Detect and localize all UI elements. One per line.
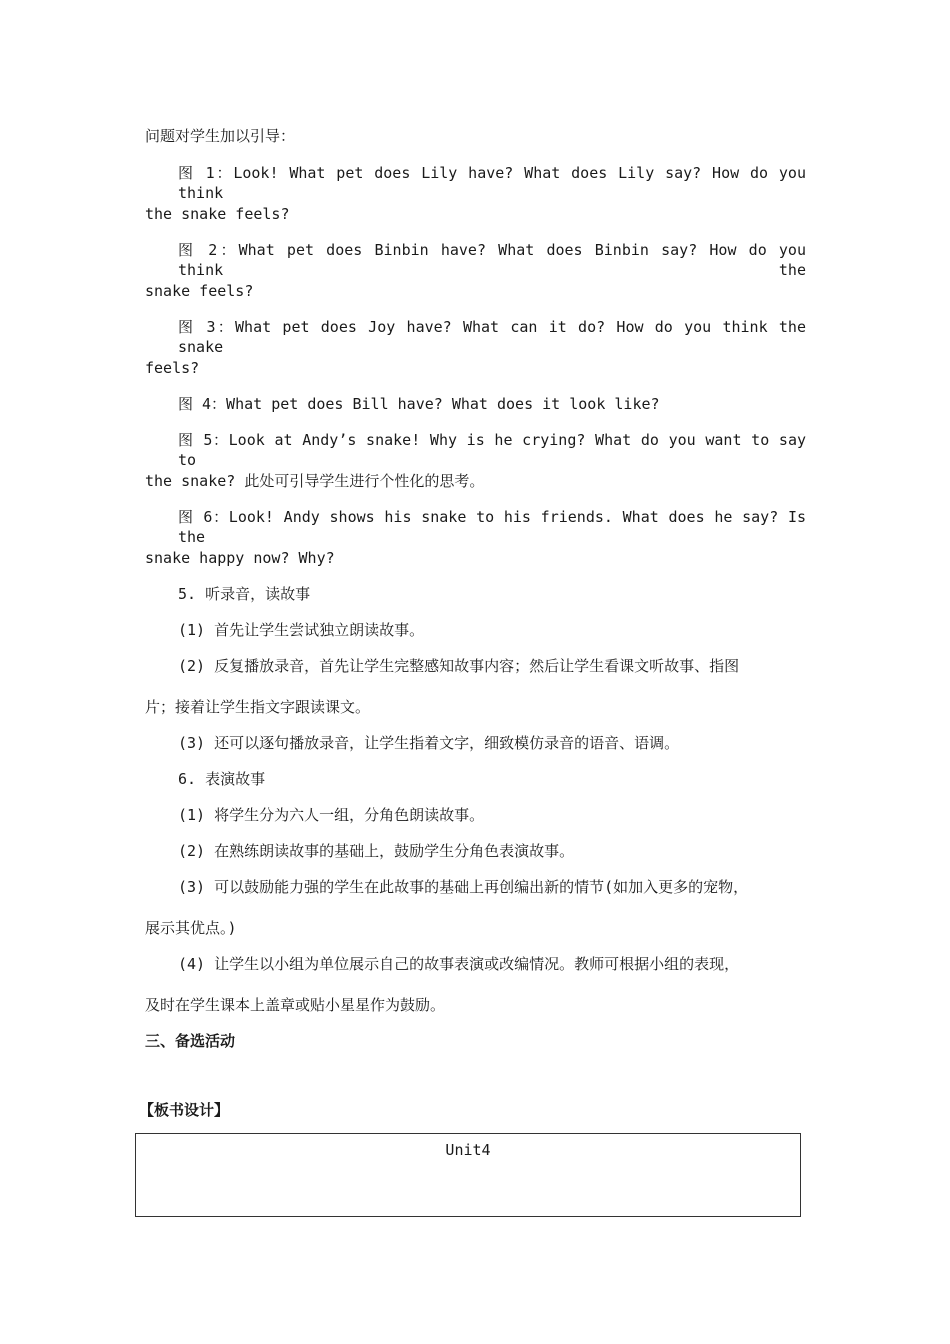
step-6-item-1: (1) 将学生分为六人一组，分角色朗读故事。 — [178, 806, 485, 824]
intro-text: 问题对学生加以引导： — [145, 127, 296, 145]
question-3-line-1: 图 3：What pet does Joy have? What can it do? How do you think the snake — [178, 318, 806, 356]
step-6-item-3-line-1: (3) 可以鼓励能力强的学生在此故事的基础上再创编出新的情节(如加入更多的宠物， — [178, 878, 749, 896]
question-2-line-1: 图 2：What pet does Binbin have? What does Binbin say? How do you think the — [178, 241, 806, 279]
board-design-table — [135, 1133, 801, 1217]
step-5-item-3: (3) 还可以逐句播放录音，让学生指着文字，细致模仿录音的语音、语调。 — [178, 734, 680, 752]
question-5-line-2: the snake? 此处可引导学生进行个性化的思考。 — [145, 472, 485, 490]
step-6-heading: 6. 表演故事 — [178, 770, 266, 788]
step-6-item-3-line-2: 展示其优点。) — [145, 919, 237, 937]
section-3-title: 三、备选活动 — [145, 1032, 236, 1050]
step-6-item-2: (2) 在熟练朗读故事的基础上，鼓励学生分角色表演故事。 — [178, 842, 575, 860]
question-1-line-2: the snake feels? — [145, 205, 290, 223]
step-5-item-2-line-2: 片；接着让学生指文字跟读课文。 — [145, 698, 371, 716]
board-unit-title: Unit4 — [445, 1141, 491, 1159]
board-design-heading: 【板书设计】 — [139, 1101, 230, 1119]
question-1-line-1: 图 1：Look! What pet does Lily have? What does Lily say? How do you think — [178, 164, 806, 202]
step-5-heading: 5. 听录音，读故事 — [178, 585, 311, 603]
question-3-line-2: feels? — [145, 359, 200, 377]
step-5-item-2-line-1: (2) 反复播放录音，首先让学生完整感知故事内容；然后让学生看课文听故事、指图 — [178, 657, 740, 675]
step-6-item-4-line-2: 及时在学生课本上盖章或贴小星星作为鼓励。 — [145, 996, 446, 1014]
question-2-line-2: snake feels? — [145, 282, 254, 300]
step-5-item-1: (1) 首先让学生尝试独立朗读故事。 — [178, 621, 425, 639]
step-6-item-4-line-1: (4) 让学生以小组为单位展示自己的故事表演或改编情况。教师可根据小组的表现， — [178, 955, 740, 973]
question-4-line-1: 图 4：What pet does Bill have? What does it look like? — [178, 395, 660, 413]
question-6-line-2: snake happy now? Why? — [145, 549, 335, 567]
question-5-line-1: 图 5：Look at Andy’s snake! Why is he crying? What do you want to say to — [178, 431, 806, 469]
question-6-line-1: 图 6：Look! Andy shows his snake to his friends. What does he say? Is the — [178, 508, 806, 546]
